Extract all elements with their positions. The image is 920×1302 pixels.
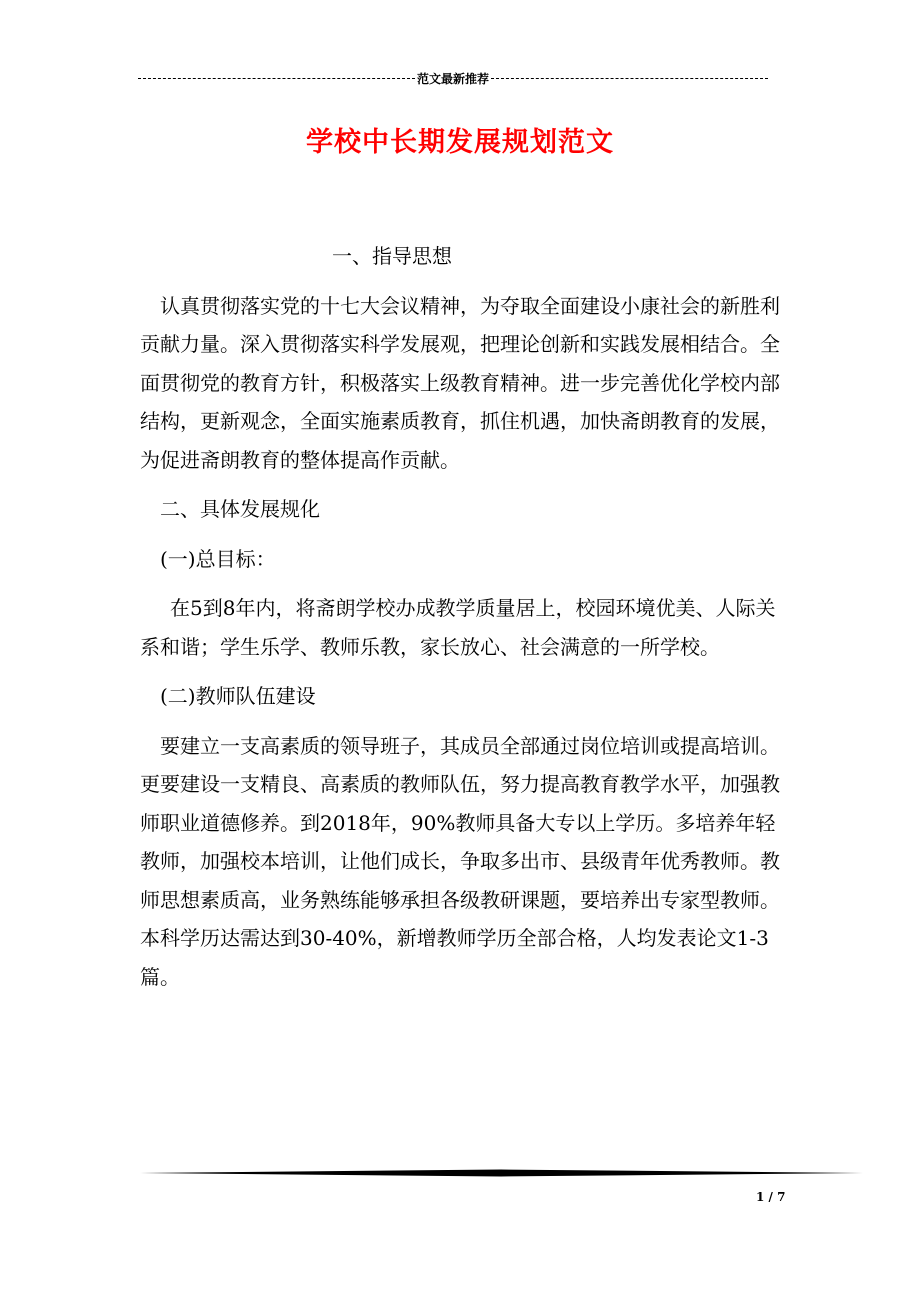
subsection-heading-teacher-team: (二)教师队伍建设 bbox=[160, 684, 316, 708]
footer-divider bbox=[140, 1168, 863, 1178]
header-banner bbox=[138, 68, 768, 88]
header-dash-left bbox=[138, 78, 415, 79]
paragraph-guiding-ideology: 认真贯彻落实党的十七大会议精神，为夺取全面建设小康社会的新胜利贡献力量。深入贯彻落实科学发展观，把理论创新和实践发展相结合。全面贯彻党的教育方针，积极落实上级教育精神。进一步完善优化学校内部结构，更新观念，全面实施素质教育，抓住机遇，加快斋朗教育的发展，为促进斋朗教育的整体提高作贡献。 bbox=[140, 293, 780, 472]
section-heading-development-plan: 二、具体发展规化 bbox=[160, 497, 320, 521]
header-dash-right bbox=[491, 78, 768, 79]
header-label: 范文最新推荐 bbox=[417, 71, 490, 86]
document-body bbox=[140, 237, 785, 1007]
section-heading-guiding-ideology: 一、指导思想 bbox=[332, 244, 452, 268]
paragraph-teacher-team: 要建立一支高素质的领导班子，其成员全部通过岗位培训或提高培训。更要建设一支精良、高素质的教师队伍，努力提高教育教学水平，加强教师职业道德修养。到2018年，90%教师具备大专以上学历。多培养年轻教师，加强校本培训，让他们成长，争取多出市、县级青年优秀教师。教师思想素质高，业务熟练能够承担各级教研课题，要培养出专家型教师。本科学历达需达到30-40%，新增教师学历全部合格，人均发表论文1-3篇。 bbox=[140, 733, 780, 989]
paragraph-overall-goal: 在5到8年内，将斋朗学校办成教学质量居上，校园环境优美、人际关系和谐；学生乐学、教师乐教，家长放心、社会满意的一所学校。 bbox=[140, 596, 776, 659]
page-number: 1 / 7 bbox=[756, 1190, 786, 1204]
subsection-heading-overall-goal: (一)总目标： bbox=[160, 546, 276, 571]
document-title: 学校中长期发展规划范文 bbox=[306, 127, 614, 158]
